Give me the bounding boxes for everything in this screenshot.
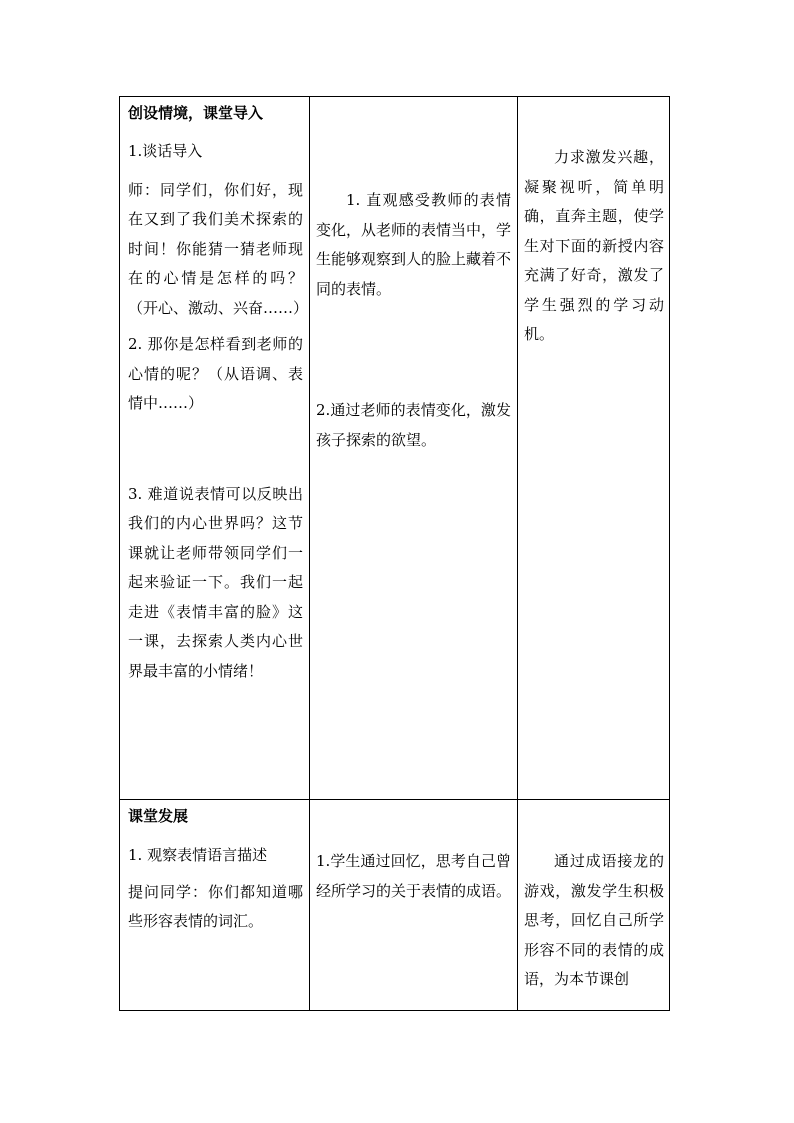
design-intent-cell: [518, 97, 670, 799]
activity-text: 师：同学们，你们好，现在又到了我们美术探索的时间！你能猜一猜老师现在的心情是怎样的吗？（开心、激动、兴奋……）: [128, 180, 309, 317]
design-intent-cell: [518, 800, 670, 1010]
activity-text: 1. 直观感受教师的表情变化，从老师的表情当中，学生能够观察到人的脸上藏着不同的表情。: [316, 191, 512, 298]
teacher-activity-cell: [120, 800, 309, 1010]
teacher-activity-cell: [120, 97, 309, 799]
lesson-table-row-development: [119, 799, 670, 1011]
activity-text: 1.学生通过回忆，思考自己曾经所学习的关于表情的成语。: [316, 852, 512, 900]
lesson-table-row-intro: [119, 96, 670, 800]
activity-text: 2. 那你是怎样看到老师的心情的呢？（从语调、表情中……）: [128, 335, 303, 412]
activity-text: 3. 难道说表情可以反映出我们的内心世界吗？这节课就让老师带领同学们一起来验证一下。我们一起走进《表情丰富的脸》这一课，去探索人类内心世界最丰富的小情绪！: [128, 484, 303, 680]
section-heading: 创设情境，课堂导入: [128, 104, 264, 122]
student-activity-cell: [310, 800, 517, 1010]
activity-step-title: 1.谈话导入: [128, 142, 203, 160]
activity-text: 提问同学：你们都知道哪些形容表情的词汇。: [128, 882, 303, 930]
student-activity-cell: [310, 97, 517, 799]
design-intent-text: 力求激发兴趣，凝聚视听，简单明确，直奔主题，使学生对下面的新授内容充满了好奇，激发了学生强烈的学习动机。: [524, 148, 664, 343]
section-heading: 课堂发展: [128, 807, 189, 825]
activity-text: 2.通过老师的表情变化，激发孩子探索的欲望。: [316, 401, 511, 449]
activity-step-title: 1. 观察表情语言描述: [128, 846, 268, 864]
design-intent-text: 通过成语接龙的游戏，激发学生积极思考，回忆自己所学形容不同的表情的成语，为本节课创: [524, 852, 664, 988]
